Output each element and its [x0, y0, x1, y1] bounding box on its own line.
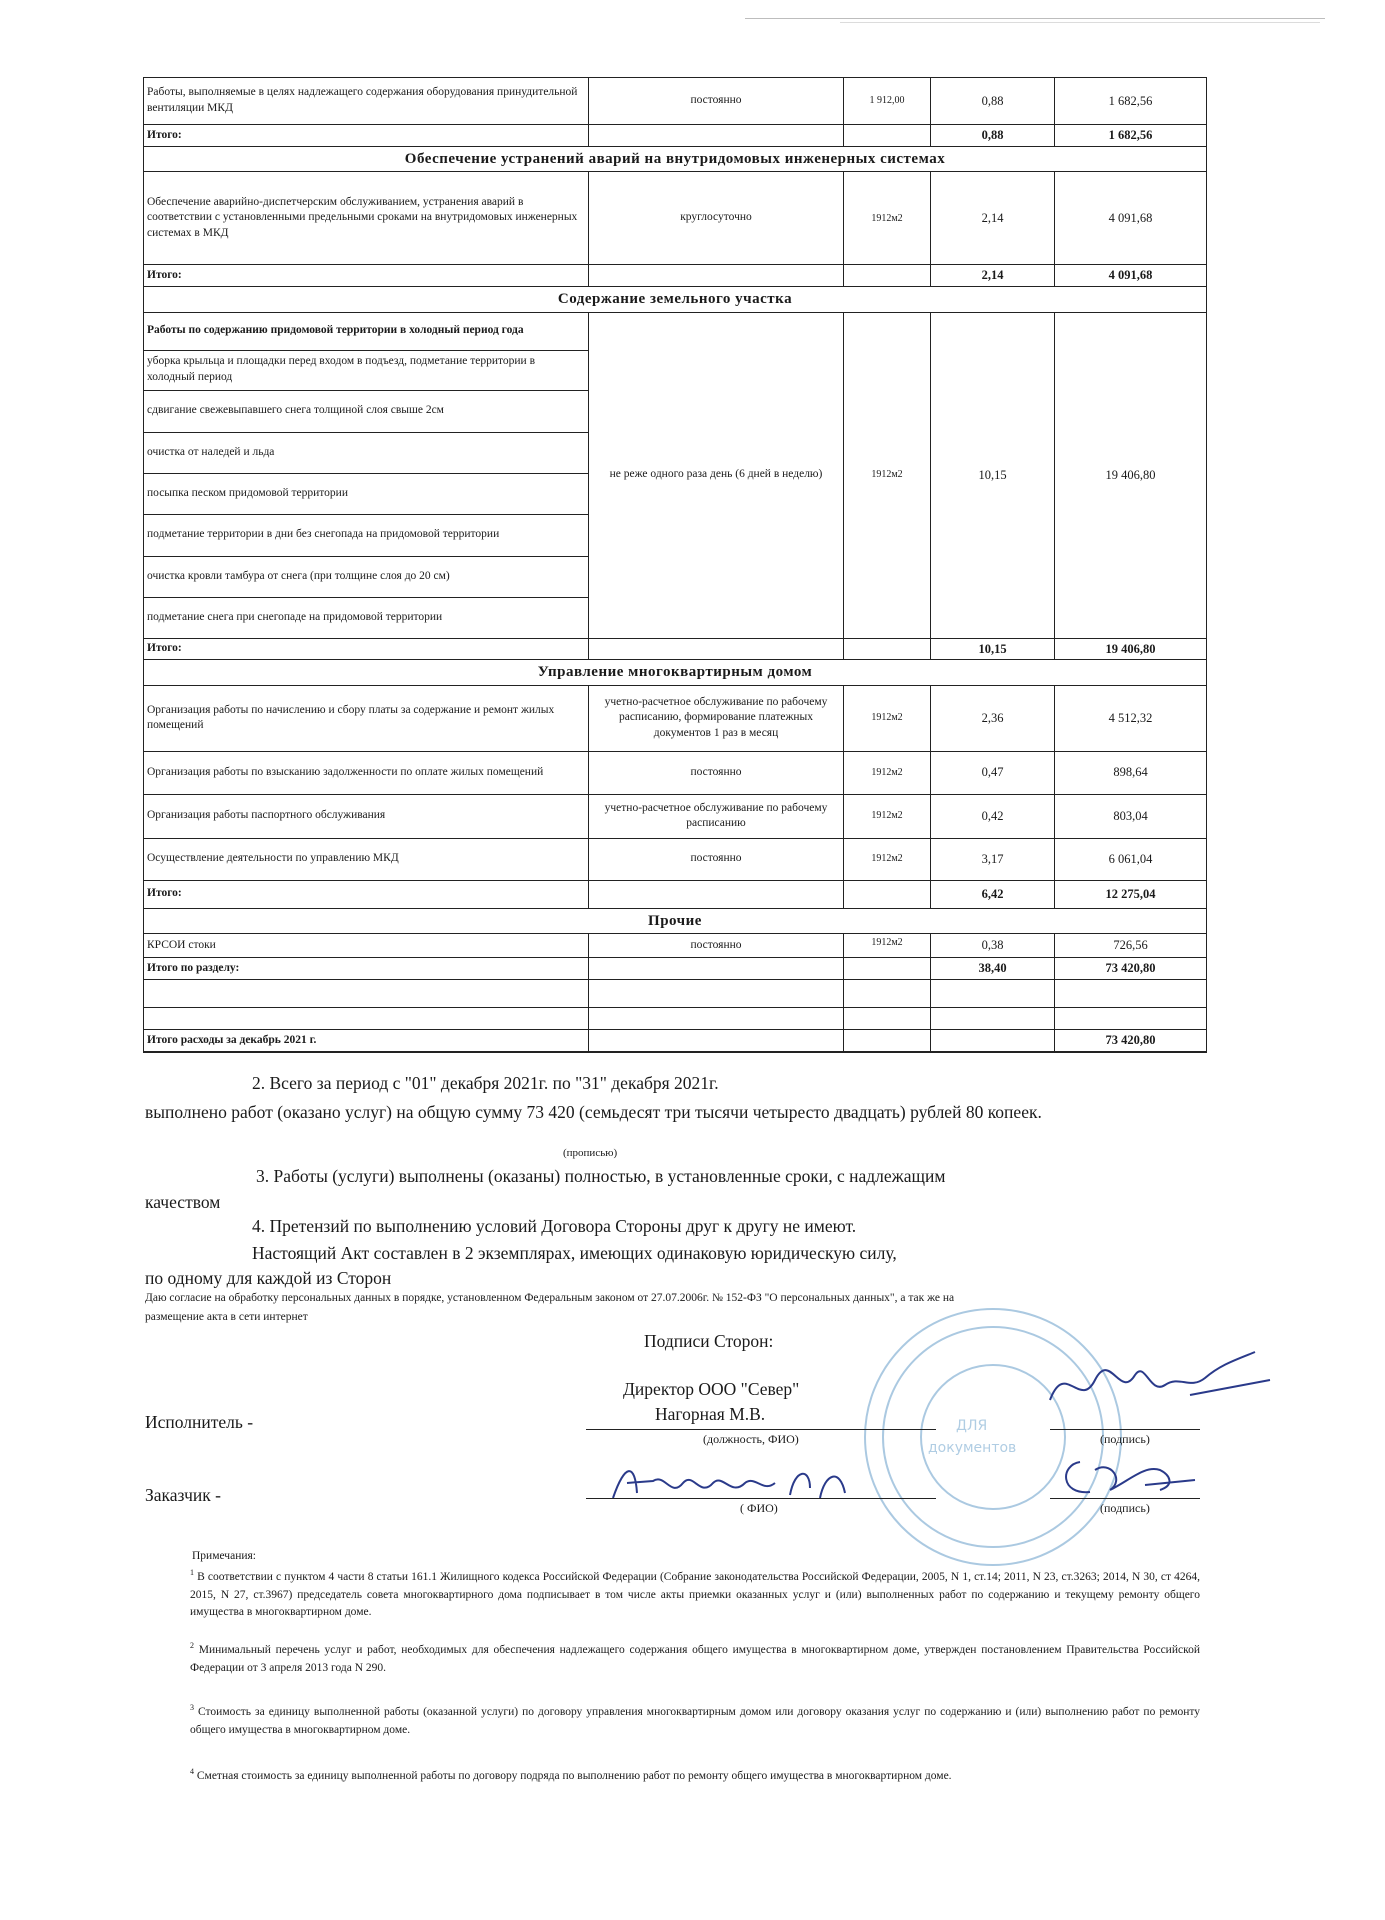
- propisyu-caption: (прописью): [563, 1147, 618, 1159]
- total-cost: 19 406,80: [1055, 638, 1207, 660]
- note-1-text: В соответствии с пунктом 4 части 8 статьи 161.1 Жилищного кодекса Российской Федерации (Собрание законодательства Российской Федерации, 2005, N 1, ст.14; 2011, N 23, ст.3263; 2014, N 30, ст 4264, 2015, N 27, ст.3967) председатель совета многоквартирного дома подписывает в том числе акты приемки оказанных услуг и (или) выполненных работ по содержанию и текущему ремонту общего имущества в многоквартирном доме.: [190, 1570, 1200, 1619]
- note-4-marker: 4: [190, 1767, 194, 1776]
- total-rate: 2,14: [931, 265, 1055, 287]
- total-cost: 12 275,04: [1055, 880, 1207, 908]
- total-rate: 6,42: [931, 880, 1055, 908]
- work-group-header: Работы по содержанию придомовой территории в холодный период года: [144, 312, 589, 350]
- cost-cell: 1 682,56: [1055, 78, 1207, 125]
- customer-signature-line: [1050, 1498, 1200, 1499]
- work-cell: подметание территории в дни без снегопада на придомовой территории: [144, 514, 589, 556]
- section-header-row: [144, 908, 1207, 933]
- frequency-cell: постоянно: [589, 78, 844, 125]
- grand-total-row: [144, 1029, 1207, 1051]
- executor-position-line: [586, 1429, 936, 1430]
- signature-caption: (подпись): [1100, 1432, 1150, 1446]
- section-title: Обеспечение устранений аварий на внутридомовых инженерных системах: [144, 147, 1207, 172]
- frequency-cell: постоянно: [589, 933, 844, 957]
- area-cell: 1912м2: [844, 312, 931, 638]
- table-row: [144, 838, 1207, 880]
- work-cell: очистка от наледей и льда: [144, 432, 589, 473]
- total-row: [144, 638, 1207, 660]
- cost-cell: 803,04: [1055, 794, 1207, 838]
- cost-cell: 4 091,68: [1055, 172, 1207, 265]
- total-row: [144, 880, 1207, 908]
- work-cell: уборка крыльца и площадки перед входом в подъезд, подметание территории в холодный период: [144, 350, 589, 390]
- consent-line-2: размещение акта в сети интернет: [145, 1311, 308, 1323]
- rate-cell: 0,88: [931, 78, 1055, 125]
- clause-5-cont: по одному для каждой из Сторон: [145, 1268, 392, 1288]
- clause-4: 4. Претензий по выполнению условий Договора Стороны друг к другу не имеют.: [252, 1216, 857, 1236]
- area-cell: 1912м2: [844, 172, 931, 265]
- area-cell: 1912м2: [844, 933, 931, 957]
- table-row: [144, 78, 1207, 125]
- total-rate: 10,15: [931, 638, 1055, 660]
- total-rate: 0,88: [931, 125, 1055, 147]
- area-cell: 1912м2: [844, 685, 931, 751]
- area-cell: 1 912,00: [844, 78, 931, 125]
- section-header-row: [144, 147, 1207, 172]
- frequency-cell: учетно-расчетное обслуживание по рабочему расписанию: [589, 794, 844, 838]
- note-3: [190, 1702, 1200, 1739]
- total-label: Итого:: [144, 265, 589, 287]
- customer-signature-mark: [1050, 1450, 1200, 1505]
- executor-signature-line: [1050, 1429, 1200, 1430]
- executor-label: Исполнитель -: [145, 1412, 254, 1432]
- frequency-cell: круглосуточно: [589, 172, 844, 265]
- area-cell: 1912м2: [844, 751, 931, 794]
- empty-row: [144, 979, 1207, 1007]
- frequency-cell: постоянно: [589, 838, 844, 880]
- signature-caption-2: (подпись): [1100, 1501, 1150, 1515]
- work-cell: подметание снега при снегопаде на придомовой территории: [144, 597, 589, 638]
- clause-2-amount: выполнено работ (оказано услуг) на общую сумму 73 420 (семьдесят три тысячи четыресто двадцать) рублей 80 копеек.: [145, 1102, 1042, 1122]
- empty-row: [144, 1007, 1207, 1029]
- cost-cell: 6 061,04: [1055, 838, 1207, 880]
- table-row: [144, 933, 1207, 957]
- note-2-text: Минимальный перечень услуг и работ, необходимых для обеспечения надлежащего содержания общего имущества в многоквартирном доме, утвержден постановлением Правительства Российской Федерации от 3 апреля 2013 года N 290.: [190, 1643, 1201, 1674]
- work-cell: Организация работы по начислению и сбору платы за содержание и ремонт жилых помещений: [144, 685, 589, 751]
- note-3-marker: 3: [190, 1703, 194, 1712]
- rate-cell: 2,36: [931, 685, 1055, 751]
- work-cell: Организация работы по взысканию задолженности по оплате жилых помещений: [144, 751, 589, 794]
- notes-title: Примечания:: [192, 1550, 256, 1562]
- rate-cell: 0,38: [931, 933, 1055, 957]
- work-cell: Работы, выполняемые в целях надлежащего содержания оборудования принудительной вентиляции МКД: [144, 78, 589, 125]
- scan-artifact-line: [745, 18, 1325, 19]
- section-total-cost: 73 420,80: [1055, 957, 1207, 979]
- work-cell: сдвигание свежевыпавшего снега толщиной слоя свыше 2см: [144, 390, 589, 432]
- section-total-label: Итого по разделу:: [144, 957, 589, 979]
- clause-3: 3. Работы (услуги) выполнены (оказаны) полностью, в установленные сроки, с надлежащим: [256, 1166, 946, 1186]
- note-1-marker: 1: [190, 1568, 194, 1577]
- section-title: Содержание земельного участка: [144, 287, 1207, 312]
- section-title: Управление многоквартирным домом: [144, 660, 1207, 685]
- stamp-text-2: документов: [928, 1440, 1017, 1456]
- clause-5: Настоящий Акт составлен в 2 экземплярах, имеющих одинаковую юридическую силу,: [252, 1243, 897, 1263]
- note-4-text: Сметная стоимость за единицу выполненной работы по договору подряда по выполнению работ по ремонту общего имущества в многоквартирном доме.: [196, 1769, 952, 1782]
- total-label: Итого:: [144, 880, 589, 908]
- total-label: Итого:: [144, 125, 589, 147]
- total-row: [144, 957, 1207, 979]
- work-cell: Обеспечение аварийно-диспетчерским обслуживанием, устранения аварий в соответствии с установленными предельными сроками на внутридомовых инженерных системах в МКД: [144, 172, 589, 265]
- total-label: Итого:: [144, 638, 589, 660]
- cost-cell: 898,64: [1055, 751, 1207, 794]
- frequency-cell: учетно-расчетное обслуживание по рабочему расписанию, формирование платежных документов 1 раз в месяц: [589, 685, 844, 751]
- grand-total-label: Итого расходы за декабрь 2021 г.: [144, 1029, 589, 1051]
- cost-cell: 19 406,80: [1055, 312, 1207, 638]
- customer-label: Заказчик -: [145, 1485, 221, 1505]
- clause-3-cont: качеством: [145, 1192, 221, 1212]
- note-4: [190, 1766, 1200, 1786]
- table-row: [144, 172, 1207, 265]
- work-cell: очистка кровли тамбура от снега (при толщине слоя до 20 см): [144, 556, 589, 597]
- note-2: [190, 1640, 1200, 1677]
- executor-position: Директор ООО "Север": [623, 1379, 800, 1399]
- customer-name-line: [586, 1498, 936, 1499]
- executor-signature-image: [1040, 1340, 1280, 1420]
- section-total-rate: 38,40: [931, 957, 1055, 979]
- executor-name: Нагорная М.В.: [655, 1404, 766, 1424]
- cost-cell: 4 512,32: [1055, 685, 1207, 751]
- work-cell: Организация работы паспортного обслуживания: [144, 794, 589, 838]
- note-3-text: Стоимость за единицу выполненной работы (оказанной услуги) по договору управления многоквартирным домом или договору оказания услуг по содержанию и (или) выполнению работ по ремонту общего имущества в многоквартирном доме.: [190, 1705, 1201, 1736]
- table-row: [144, 685, 1207, 751]
- total-cost: 1 682,56: [1055, 125, 1207, 147]
- total-cost: 4 091,68: [1055, 265, 1207, 287]
- fio-caption: ( ФИО): [740, 1501, 778, 1515]
- position-caption: (должность, ФИО): [703, 1432, 799, 1446]
- section-header-row: [144, 287, 1207, 312]
- area-cell: 1912м2: [844, 794, 931, 838]
- cost-cell: 726,56: [1055, 933, 1207, 957]
- section-title: Прочие: [144, 908, 1207, 933]
- customer-signature-image: [605, 1453, 855, 1513]
- note-2-marker: 2: [190, 1641, 194, 1650]
- work-cell: КРСОИ стоки: [144, 933, 589, 957]
- frequency-cell: не реже одного раза день (6 дней в неделю): [589, 312, 844, 638]
- area-cell: 1912м2: [844, 838, 931, 880]
- total-row: [144, 125, 1207, 147]
- stamp-text-1: ДЛЯ: [956, 1418, 988, 1434]
- rate-cell: 3,17: [931, 838, 1055, 880]
- rate-cell: 0,42: [931, 794, 1055, 838]
- total-row: [144, 265, 1207, 287]
- note-1: [190, 1567, 1200, 1622]
- signatures-title: Подписи Сторон:: [644, 1331, 774, 1351]
- clause-2: 2. Всего за период с "01" декабря 2021г. по "31" декабря 2021г.: [252, 1073, 719, 1093]
- work-cell: Осуществление деятельности по управлению МКД: [144, 838, 589, 880]
- frequency-cell: постоянно: [589, 751, 844, 794]
- rate-cell: 2,14: [931, 172, 1055, 265]
- table-row: [144, 751, 1207, 794]
- table-row: [144, 794, 1207, 838]
- rate-cell: 10,15: [931, 312, 1055, 638]
- section-header-row: [144, 660, 1207, 685]
- works-table: [143, 77, 1207, 1053]
- table-row: [144, 312, 1207, 350]
- grand-total-cost: 73 420,80: [1055, 1029, 1207, 1051]
- rate-cell: 0,47: [931, 751, 1055, 794]
- work-cell: посыпка песком придомовой территории: [144, 473, 589, 514]
- scan-artifact-line: [840, 22, 1320, 23]
- consent-line-1: Даю согласие на обработку персональных данных в порядке, установленном Федеральным законом от 27.07.2006г. № 152-ФЗ "О персональных данных", а так же на: [145, 1292, 955, 1304]
